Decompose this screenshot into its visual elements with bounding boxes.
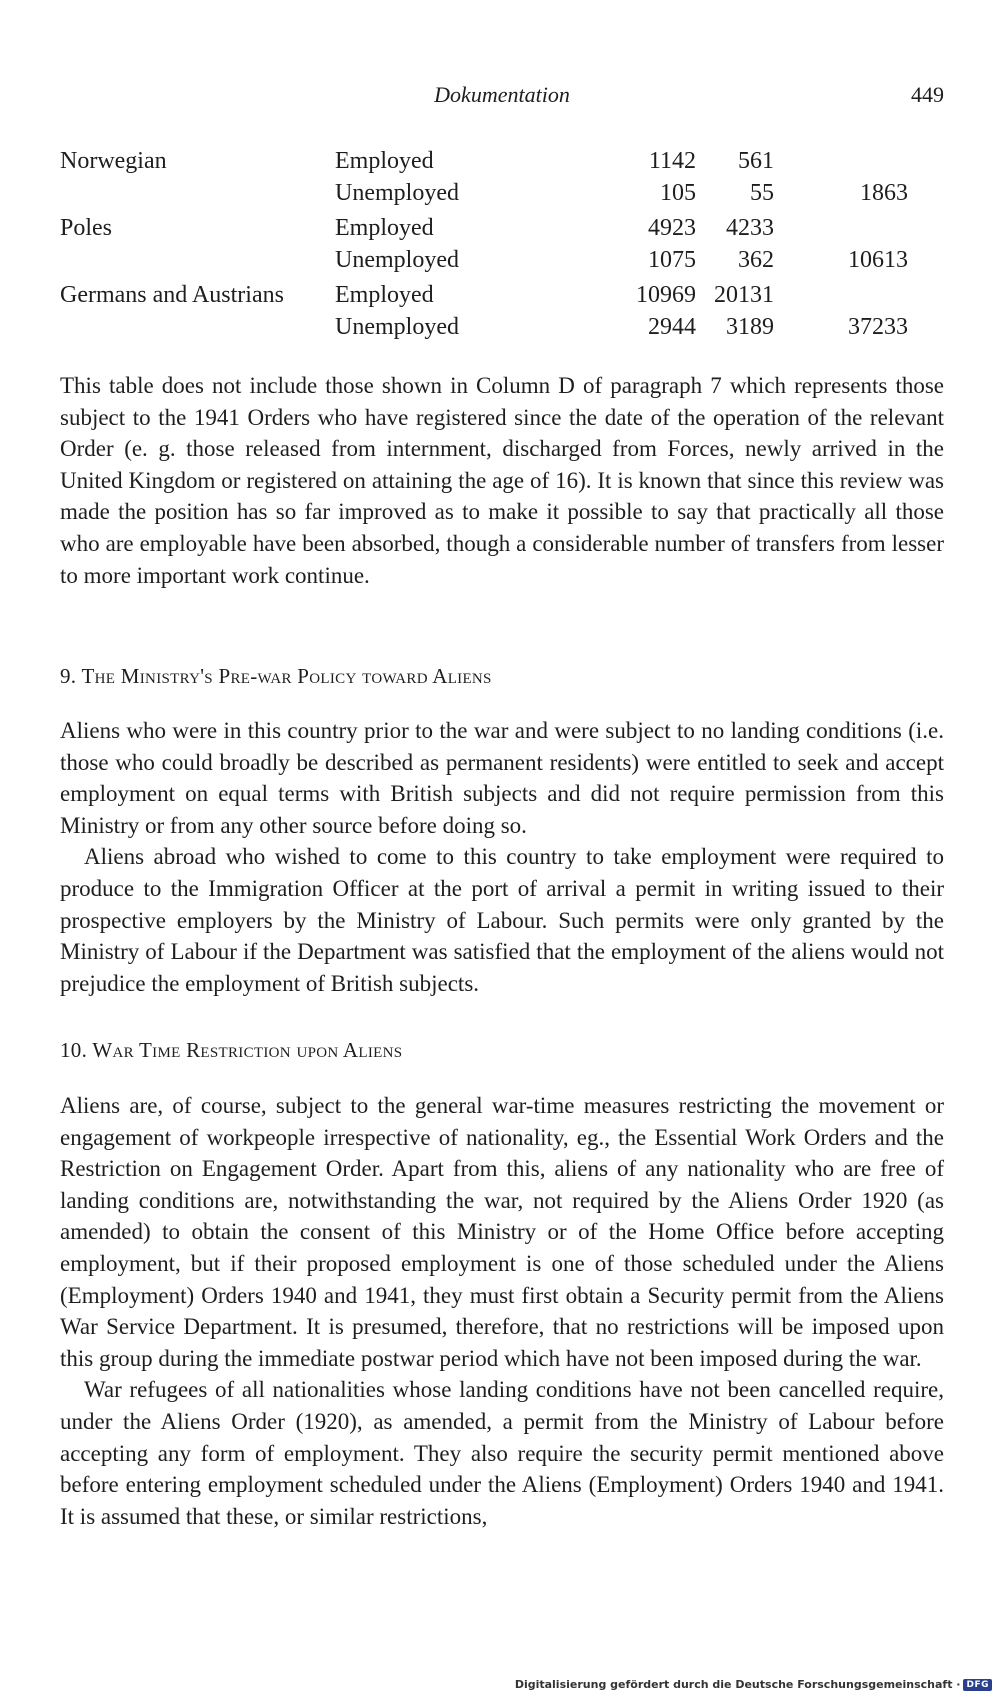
page-number: 449 bbox=[911, 82, 944, 107]
total-cell: 10613 bbox=[848, 247, 908, 273]
section-9-paragraph-2: Aliens abroad who wished to come to this country to take employment were required to produce to the Immigration Officer at the port of arrival a permit in writing issued to their prospective employers by the Ministry of Labour. Such permits were only granted by the Ministry of Labour if the Department was satisfied that the employment of the aliens would not prejudice the employment of British subjects. bbox=[60, 844, 944, 996]
dfg-logo: DFG bbox=[963, 1679, 992, 1691]
value-cell-b: 362 bbox=[738, 247, 774, 273]
footer-text: Digitalisierung gefördert durch die Deutsche Forschungsgemeinschaft · bbox=[514, 1678, 961, 1691]
table-row bbox=[60, 215, 944, 247]
table-note-paragraph: This table does not include those shown in Column D of paragraph 7 which represents those subject to the 1941 Orders who have registered since the date of the operation of the relevant Order (e. g. those released from internment, discharged from Forces, newly arrived in the United Kingdom or registered on attaining the age of 16). It is known that since this review was made the position has so far improved as to make it possible to say that practically all those who are employable have been absorbed, though a considerable number of transfers from lesser to more important work continue. bbox=[60, 373, 944, 588]
status-cell: Employed bbox=[335, 148, 434, 174]
table-note-block bbox=[60, 370, 944, 591]
value-cell-b: 561 bbox=[738, 148, 774, 174]
section-9-paragraph-1: Aliens who were in this country prior to the war and were subject to no landing conditions (i.e. those who could broadly be described as permanent residents) were entitled to seek and accept employment on equal terms with British subjects and did not require permission from this Ministry or from any other source before doing so. bbox=[60, 718, 944, 838]
table-row bbox=[60, 247, 944, 279]
value-cell-a: 1142 bbox=[648, 148, 696, 174]
table-row bbox=[60, 180, 944, 212]
status-cell: Unemployed bbox=[335, 314, 459, 340]
running-head bbox=[60, 82, 944, 112]
value-cell-a: 2944 bbox=[648, 314, 696, 340]
nationality-cell: Poles bbox=[60, 215, 113, 241]
table-row bbox=[60, 148, 944, 180]
status-cell: Employed bbox=[335, 215, 434, 241]
running-title: Dokumentation bbox=[434, 82, 570, 107]
section-10-heading: 10. War Time Restriction upon Aliens bbox=[60, 1038, 403, 1062]
digitization-footer bbox=[515, 1678, 992, 1691]
status-cell: Unemployed bbox=[335, 247, 459, 273]
status-cell: Unemployed bbox=[335, 180, 459, 206]
status-cell: Employed bbox=[335, 282, 434, 308]
nationality-cell: Norwegian bbox=[60, 148, 167, 174]
section-10-paragraph-1: Aliens are, of course, subject to the general war-time measures restricting the movement or engagement of workpeople irrespective of nationality, eg., the Essential Work Orders and the Restriction on Engagement Order. Apart from this, aliens of any nationality who are free of landing conditions are, notwithstanding the war, not required by the Aliens Order 1920 (as amended) to obtain the consent of this Ministry or of the Home Office before accepting employment, but if their proposed employment is one of those scheduled under the Aliens (Employment) Orders 1940 and 1941, they must first obtain a Security permit from the Aliens War Service Department. It is presumed, therefore, that no restrictions will be imposed upon this group during the immediate postwar period which have not been imposed during the war. bbox=[60, 1093, 944, 1371]
table-row bbox=[60, 282, 944, 314]
value-cell-b: 55 bbox=[750, 180, 774, 206]
value-cell-a: 10969 bbox=[636, 282, 696, 308]
value-cell-a: 105 bbox=[660, 180, 696, 206]
value-cell-a: 1075 bbox=[648, 247, 696, 273]
total-cell: 1863 bbox=[860, 180, 908, 206]
value-cell-b: 4233 bbox=[726, 215, 774, 241]
table-row bbox=[60, 314, 944, 346]
nationality-cell: Germans and Austrians bbox=[60, 282, 284, 308]
value-cell-a: 4923 bbox=[648, 215, 696, 241]
value-cell-b: 3189 bbox=[726, 314, 774, 340]
section-9-body bbox=[60, 715, 944, 999]
section-10-body bbox=[60, 1090, 944, 1532]
total-cell: 37233 bbox=[848, 314, 908, 340]
section-10-paragraph-2: War refugees of all nationalities whose landing conditions have not been cancelled require, under the Aliens Order (1920), as amended, a permit from the Ministry of Labour before accepting any form of employment. They also require the security permit mentioned above before entering employment scheduled under the Aliens (Employment) Orders 1940 and 1941. It is assumed that these, or similar restrictions, bbox=[60, 1377, 944, 1529]
value-cell-b: 20131 bbox=[714, 282, 774, 308]
employment-table bbox=[60, 148, 944, 346]
section-9-heading: 9. The Ministry's Pre-war Policy toward Aliens bbox=[60, 664, 492, 688]
